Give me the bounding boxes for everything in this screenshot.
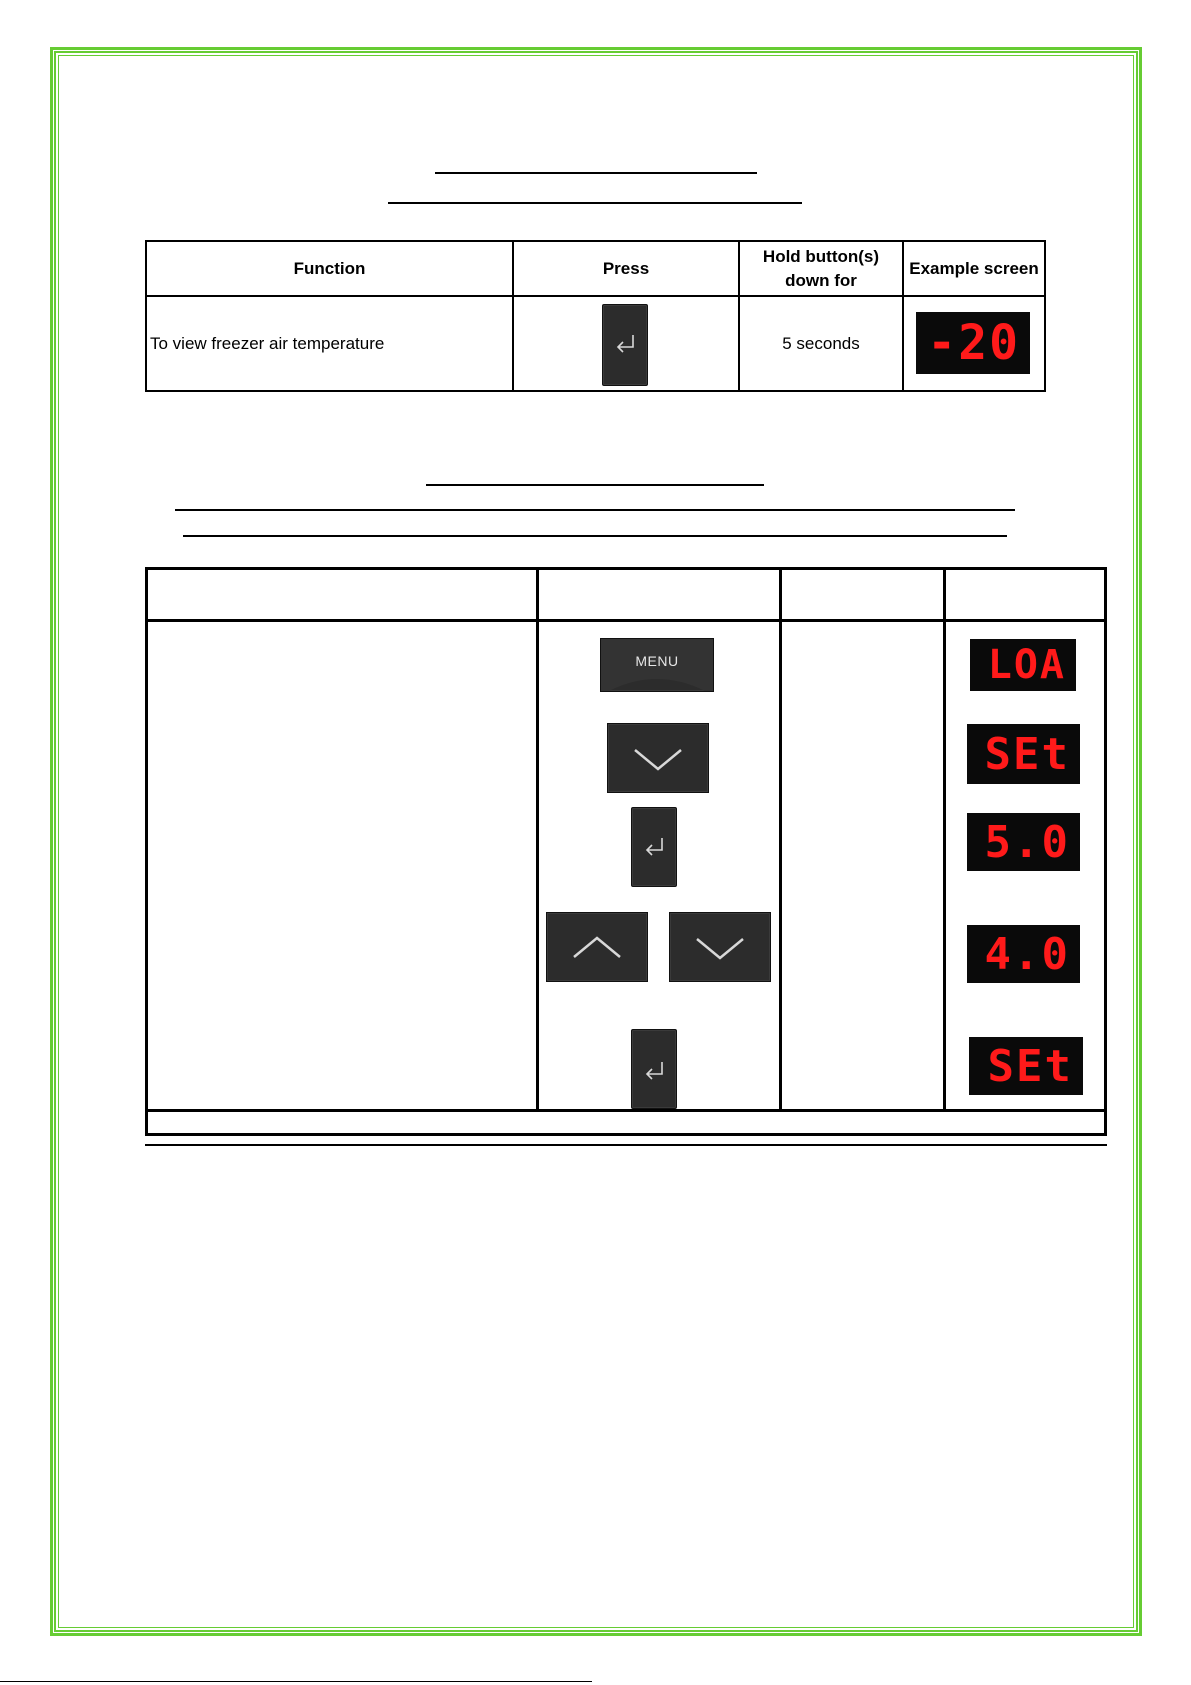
chevron-down-icon [670, 913, 770, 981]
led-display: SEt [969, 1037, 1083, 1095]
enter-button[interactable] [631, 807, 677, 887]
header-function: Function [146, 241, 513, 296]
heading-rule [426, 484, 764, 486]
function-cell: To view freezer air temperature [146, 296, 513, 391]
table-row [147, 1111, 1106, 1135]
table-row [146, 296, 1045, 391]
table-header-row [146, 241, 1045, 296]
footer-rule [0, 1681, 592, 1682]
chevron-up-icon [547, 913, 647, 981]
table-row [147, 621, 1106, 1111]
header-example-screen: Example screen [903, 241, 1045, 296]
header-example-screen [945, 569, 1106, 621]
enter-button[interactable] [602, 304, 648, 386]
hold-cell: 5 seconds [739, 296, 903, 391]
enter-icon [632, 1030, 676, 1108]
led-display: LOA [970, 639, 1076, 691]
footer-cell [147, 1111, 1106, 1135]
led-display: -20 [916, 312, 1030, 374]
function-cell [147, 621, 538, 1111]
header-hold [781, 569, 945, 621]
heading-rule [183, 535, 1007, 537]
led-display: 4.0 [967, 925, 1080, 983]
header-press [538, 569, 781, 621]
menu-button[interactable] [600, 638, 714, 692]
screen-cell [903, 296, 1045, 391]
led-display: 5.0 [967, 813, 1080, 871]
header-hold: Hold button(s) down for [739, 241, 903, 296]
chevron-down-icon [608, 724, 708, 792]
press-cell [513, 296, 739, 391]
heading-rule [435, 172, 757, 174]
table-bottom-rule [145, 1144, 1107, 1146]
down-button[interactable] [669, 912, 771, 982]
up-button[interactable] [546, 912, 648, 982]
enter-icon [603, 305, 647, 385]
heading-rule [388, 202, 802, 204]
enter-icon [632, 808, 676, 886]
led-display: SEt [967, 724, 1080, 784]
table-header-row [147, 569, 1106, 621]
header-press: Press [513, 241, 739, 296]
view-temperature-table [145, 240, 1046, 392]
menu-button-label: MENU [635, 653, 679, 669]
enter-button[interactable] [631, 1029, 677, 1109]
hold-cell [781, 621, 945, 1111]
header-function [147, 569, 538, 621]
heading-rule [175, 509, 1015, 511]
down-button[interactable] [607, 723, 709, 793]
